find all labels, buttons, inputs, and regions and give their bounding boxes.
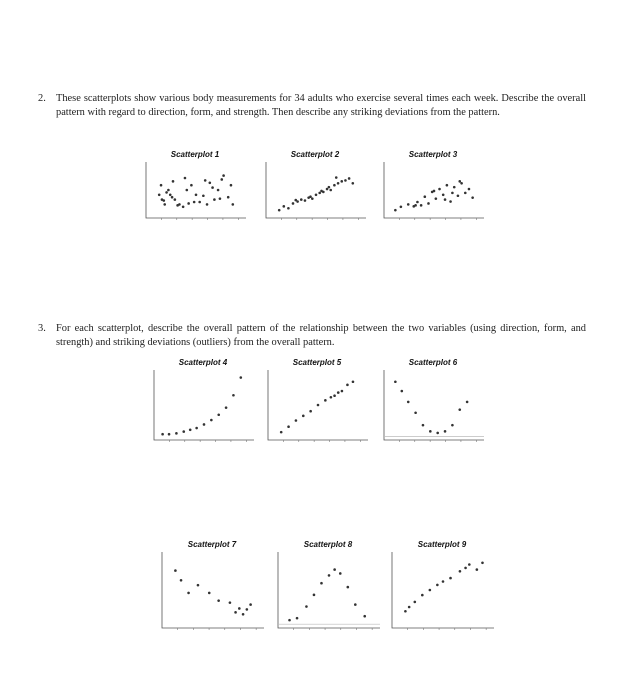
data-point — [404, 610, 407, 613]
data-point — [344, 179, 347, 182]
data-point — [175, 432, 178, 435]
data-point — [295, 419, 298, 422]
data-point — [230, 184, 233, 187]
data-point — [451, 192, 454, 195]
plot-title: Scatterplot 7 — [187, 540, 237, 549]
scatterplot-1 — [140, 146, 250, 226]
data-point — [168, 433, 171, 436]
data-point — [211, 186, 214, 189]
data-point — [449, 200, 452, 203]
data-point — [311, 197, 314, 200]
data-point — [414, 411, 417, 414]
data-point — [453, 186, 456, 189]
data-point — [232, 203, 235, 206]
data-point — [326, 188, 329, 191]
data-point — [198, 201, 201, 204]
data-point — [287, 207, 290, 210]
data-point — [204, 179, 207, 182]
data-point — [190, 184, 193, 187]
scatterplot-6 — [378, 354, 488, 448]
data-point — [451, 424, 454, 427]
data-point — [421, 594, 424, 597]
data-point — [313, 594, 316, 597]
data-point — [400, 206, 403, 209]
data-point — [203, 423, 206, 426]
plot-axes — [146, 162, 246, 218]
data-point — [429, 430, 432, 433]
data-point — [165, 191, 168, 194]
data-point — [352, 380, 355, 383]
data-point — [340, 180, 343, 183]
data-point — [160, 184, 163, 187]
data-point — [339, 572, 342, 575]
data-point — [163, 203, 166, 206]
data-point — [468, 563, 471, 566]
plot-title: Scatterplot 5 — [292, 358, 342, 367]
plot-axes — [392, 552, 494, 628]
data-point — [424, 195, 427, 198]
data-point — [354, 603, 357, 606]
data-point — [442, 194, 445, 197]
data-point — [346, 384, 349, 387]
data-point — [174, 198, 177, 201]
data-point — [296, 617, 299, 620]
data-point — [232, 394, 235, 397]
data-point — [302, 415, 305, 418]
plot-axes — [266, 162, 366, 218]
data-point — [394, 380, 397, 383]
data-point — [182, 430, 185, 433]
plot-title: Scatterplot 6 — [408, 358, 458, 367]
data-point — [363, 615, 366, 618]
data-point — [309, 195, 312, 198]
data-point — [193, 201, 196, 204]
data-point — [458, 408, 461, 411]
data-point — [195, 427, 198, 430]
data-point — [158, 194, 161, 197]
data-point — [197, 584, 200, 587]
data-point — [468, 188, 471, 191]
data-point — [202, 194, 205, 197]
data-point — [208, 592, 211, 595]
question-3-text: For each scatterplot, describe the overall pattern of the relationship between the two variables (using direction, form, and strength) and striking deviations (outliers) from the overall pattern. — [56, 323, 586, 348]
question-2-number: 2. — [38, 93, 46, 104]
data-point — [320, 190, 323, 193]
data-point — [471, 196, 474, 199]
data-point — [414, 204, 417, 207]
data-point — [458, 180, 461, 183]
data-point — [333, 568, 336, 571]
data-point — [184, 177, 187, 180]
data-point — [481, 562, 484, 565]
data-point — [217, 413, 220, 416]
data-point — [187, 592, 190, 595]
plot-axes — [154, 370, 254, 440]
data-point — [186, 189, 189, 192]
data-point — [335, 176, 338, 179]
data-point — [225, 406, 228, 409]
plot-title: Scatterplot 9 — [417, 540, 467, 549]
data-point — [206, 203, 209, 206]
scatterplot-5 — [262, 354, 372, 448]
plot-axes — [384, 370, 484, 440]
data-point — [444, 430, 447, 433]
data-point — [320, 582, 323, 585]
plot-axes — [162, 552, 264, 628]
data-point — [436, 432, 439, 435]
data-point — [318, 192, 321, 195]
data-point — [337, 182, 340, 185]
data-point — [287, 425, 290, 428]
scatterplot-7 — [156, 536, 268, 636]
data-point — [427, 202, 430, 205]
data-point — [315, 194, 318, 197]
data-point — [436, 584, 439, 587]
data-point — [172, 180, 175, 183]
data-point — [229, 601, 232, 604]
data-point — [457, 194, 460, 197]
data-point — [283, 205, 286, 208]
data-point — [333, 394, 336, 397]
data-point — [466, 401, 469, 404]
data-point — [288, 619, 291, 622]
data-point — [317, 404, 320, 407]
data-point — [309, 410, 312, 413]
data-point — [438, 188, 441, 191]
data-point — [328, 574, 331, 577]
data-point — [213, 198, 216, 201]
data-point — [187, 202, 190, 205]
data-point — [324, 399, 327, 402]
question-2-text: These scatterplots show various body measurements for 34 adults who exercise several times each week. Describe the overall pattern with regard to direction, form, and strength. Then describe any striking deviations from the pattern. — [56, 93, 586, 118]
data-point — [407, 203, 410, 206]
data-point — [401, 390, 404, 393]
question-3 — [38, 322, 586, 350]
data-point — [416, 201, 419, 204]
data-point — [294, 199, 297, 202]
question-2 — [38, 92, 586, 120]
data-point — [182, 206, 185, 209]
question-3-number: 3. — [38, 323, 46, 334]
plot-title: Scatterplot 1 — [170, 150, 220, 159]
data-point — [222, 174, 225, 177]
data-point — [180, 579, 183, 582]
plot-title: Scatterplot 3 — [408, 150, 458, 159]
data-point — [217, 189, 220, 192]
data-point — [422, 424, 425, 427]
scatterplot-2 — [260, 146, 370, 226]
data-point — [333, 184, 336, 187]
data-point — [174, 569, 177, 572]
scatterplot-3 — [378, 146, 488, 226]
data-point — [444, 198, 447, 201]
data-point — [328, 186, 331, 189]
data-point — [242, 613, 245, 616]
data-point — [234, 611, 237, 614]
data-point — [278, 209, 281, 212]
data-point — [435, 197, 438, 200]
data-point — [246, 608, 249, 611]
data-point — [464, 192, 467, 195]
data-point — [304, 199, 307, 202]
data-point — [414, 601, 417, 604]
data-point — [347, 586, 350, 589]
data-point — [217, 599, 220, 602]
data-point — [176, 204, 179, 207]
data-point — [446, 184, 449, 187]
data-point — [220, 178, 223, 181]
data-point — [449, 577, 452, 580]
data-point — [280, 431, 283, 434]
data-point — [476, 568, 479, 571]
data-point — [433, 190, 436, 193]
data-point — [352, 182, 355, 185]
data-point — [195, 194, 198, 197]
data-point — [464, 567, 467, 570]
data-point — [219, 197, 222, 200]
data-point — [407, 401, 410, 404]
data-point — [189, 429, 192, 432]
data-point — [240, 376, 243, 379]
plot-title: Scatterplot 4 — [178, 358, 228, 367]
data-point — [238, 607, 241, 610]
data-point — [341, 390, 344, 393]
data-point — [163, 199, 166, 202]
data-point — [408, 606, 411, 609]
data-point — [167, 189, 170, 192]
data-point — [348, 177, 351, 180]
data-point — [305, 605, 308, 608]
data-point — [329, 189, 332, 192]
data-point — [161, 433, 164, 436]
data-point — [227, 196, 230, 199]
plot-title: Scatterplot 8 — [303, 540, 353, 549]
data-point — [420, 204, 423, 207]
data-point — [330, 396, 333, 399]
data-point — [210, 419, 213, 422]
data-point — [292, 202, 295, 205]
data-point — [394, 209, 397, 212]
scatterplot-9 — [386, 536, 498, 636]
data-point — [429, 589, 432, 592]
data-point — [169, 194, 172, 197]
scatterplot-8 — [272, 536, 384, 636]
data-point — [442, 580, 445, 583]
plot-title: Scatterplot 2 — [290, 150, 340, 159]
data-point — [249, 603, 252, 606]
data-point — [171, 196, 174, 199]
data-point — [337, 391, 340, 394]
data-point — [300, 198, 303, 201]
scatterplot-4 — [148, 354, 258, 448]
data-point — [460, 182, 463, 185]
data-point — [209, 182, 212, 185]
data-point — [459, 570, 462, 573]
